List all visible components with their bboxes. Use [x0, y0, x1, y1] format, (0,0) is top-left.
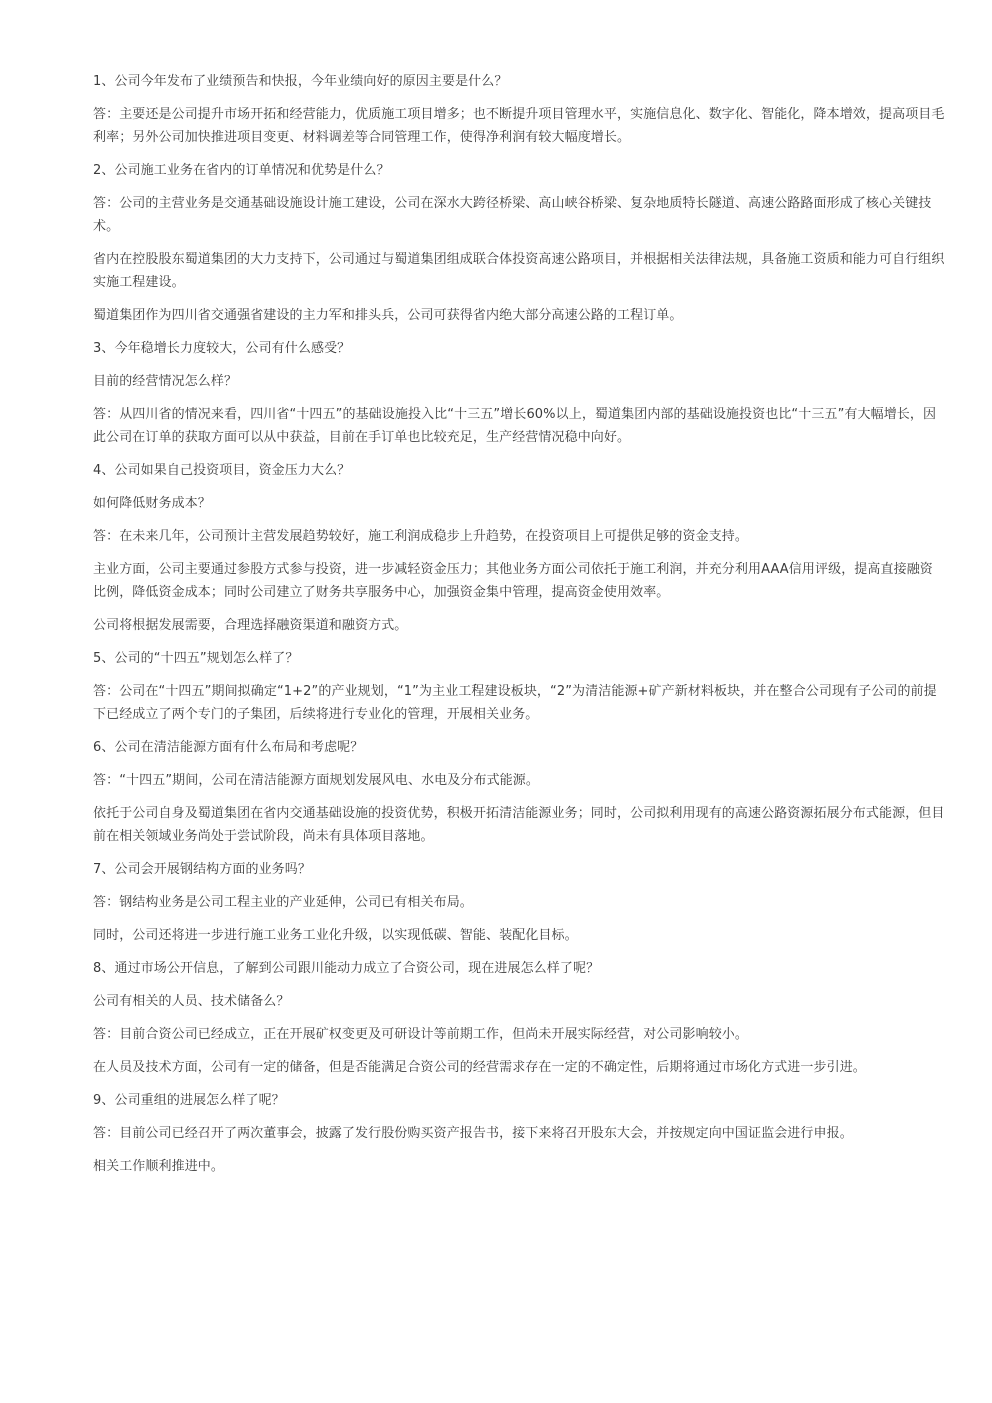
- answer-2-part-1: 答：公司的主营业务是交通基础设施设计施工建设，公司在深水大跨径桥梁、高山峡谷桥梁、复杂地质特长隧道、高速公路路面形成了核心关键技术。: [93, 196, 932, 234]
- question-2: 2、公司施工业务在省内的订单情况和优势是什么？: [93, 163, 390, 178]
- question-5: 5、公司的“十四五”规划怎么样了？: [93, 651, 299, 666]
- question-8: 8、通过市场公开信息，了解到公司跟川能动力成立了合资公司，现在进展怎么样了呢？: [93, 961, 600, 976]
- question-8-followup: 公司有相关的人员、技术储备么？: [93, 994, 290, 1009]
- answer-8-part-1: 答：目前合资公司已经成立，正在开展矿权变更及可研设计等前期工作，但尚未开展实际经营，对公司影响较小。: [93, 1027, 749, 1042]
- answer-6-part-2: 依托于公司自身及蜀道集团在省内交通基础设施的投资优势，积极开拓清洁能源业务；同时，公司拟利用现有的高速公路资源拓展分布式能源，但目前在相关领域业务尚处于尝试阶段，尚未有具体项目落地。: [93, 806, 945, 844]
- answer-9-part-1: 答：目前公司已经召开了两次董事会，披露了发行股份购买资产报告书，接下来将召开股东大会，并按规定向中国证监会进行申报。: [93, 1126, 853, 1141]
- question-3: 3、今年稳增长力度较大，公司有什么感受？: [93, 341, 351, 356]
- answer-7-part-2: 同时，公司还将进一步进行施工业务工业化升级，以实现低碳、智能、装配化目标。: [93, 928, 578, 943]
- question-9: 9、公司重组的进展怎么样了呢？: [93, 1093, 285, 1108]
- answer-3: 答：从四川省的情况来看，四川省“十四五”的基础设施投入比“十三五”增长60%以上，蜀道集团内部的基础设施投资也比“十三五”有大幅增长，因此公司在订单的获取方面可以从中获益，目前在手订单也比较充足，生产经营情况稳中向好。: [93, 407, 937, 445]
- answer-9-part-2: 相关工作顺利推进中。: [93, 1159, 225, 1174]
- answer-4-part-1: 答：在未来几年，公司预计主营发展趋势较好，施工利润成稳步上升趋势，在投资项目上可提供足够的资金支持。: [93, 529, 749, 544]
- answer-4-part-3: 公司将根据发展需要，合理选择融资渠道和融资方式。: [93, 618, 408, 633]
- answer-2-part-3: 蜀道集团作为四川省交通强省建设的主力军和排头兵，公司可获得省内绝大部分高速公路的工程订单。: [93, 308, 683, 323]
- answer-2-part-2: 省内在控股股东蜀道集团的大力支持下，公司通过与蜀道集团组成联合体投资高速公路项目，并根据相关法律法规，具备施工资质和能力可自行组织实施工程建设。: [93, 252, 945, 290]
- question-3-followup: 目前的经营情况怎么样？: [93, 374, 238, 389]
- question-7: 7、公司会开展钢结构方面的业务吗？: [93, 862, 311, 877]
- document-body: [93, 70, 945, 1188]
- answer-6-part-1: 答：“十四五”期间，公司在清洁能源方面规划发展风电、水电及分布式能源。: [93, 773, 539, 788]
- answer-5: 答：公司在“十四五”期间拟确定“1+2”的产业规划，“1”为主业工程建设板块，“2”为清洁能源+矿产新材料板块，并在整合公司现有子公司的前提下已经成立了两个专门的子集团，后续将进行专业化的管理，开展相关业务。: [93, 684, 937, 722]
- question-6: 6、公司在清洁能源方面有什么布局和考虑呢？: [93, 740, 364, 755]
- question-4-followup: 如何降低财务成本？: [93, 496, 211, 511]
- answer-7-part-1: 答：钢结构业务是公司工程主业的产业延伸，公司已有相关布局。: [93, 895, 473, 910]
- answer-1: 答：主要还是公司提升市场开拓和经营能力，优质施工项目增多；也不断提升项目管理水平，实施信息化、数字化、智能化，降本增效，提高项目毛利率；另外公司加快推进项目变更、材料调差等合同管理工作，使得净利润有较大幅度增长。: [93, 107, 945, 145]
- question-4: 4、公司如果自己投资项目，资金压力大么？: [93, 463, 351, 478]
- answer-8-part-2: 在人员及技术方面，公司有一定的储备，但是否能满足合资公司的经营需求存在一定的不确定性，后期将通过市场化方式进一步引进。: [93, 1060, 866, 1075]
- question-1: 1、公司今年发布了业绩预告和快报，今年业绩向好的原因主要是什么？: [93, 74, 508, 89]
- answer-4-part-2: 主业方面，公司主要通过参股方式参与投资，进一步减轻资金压力；其他业务方面公司依托于施工利润，并充分利用AAA信用评级，提高直接融资比例，降低资金成本；同时公司建立了财务共享服务中心，加强资金集中管理，提高资金使用效率。: [93, 562, 933, 600]
